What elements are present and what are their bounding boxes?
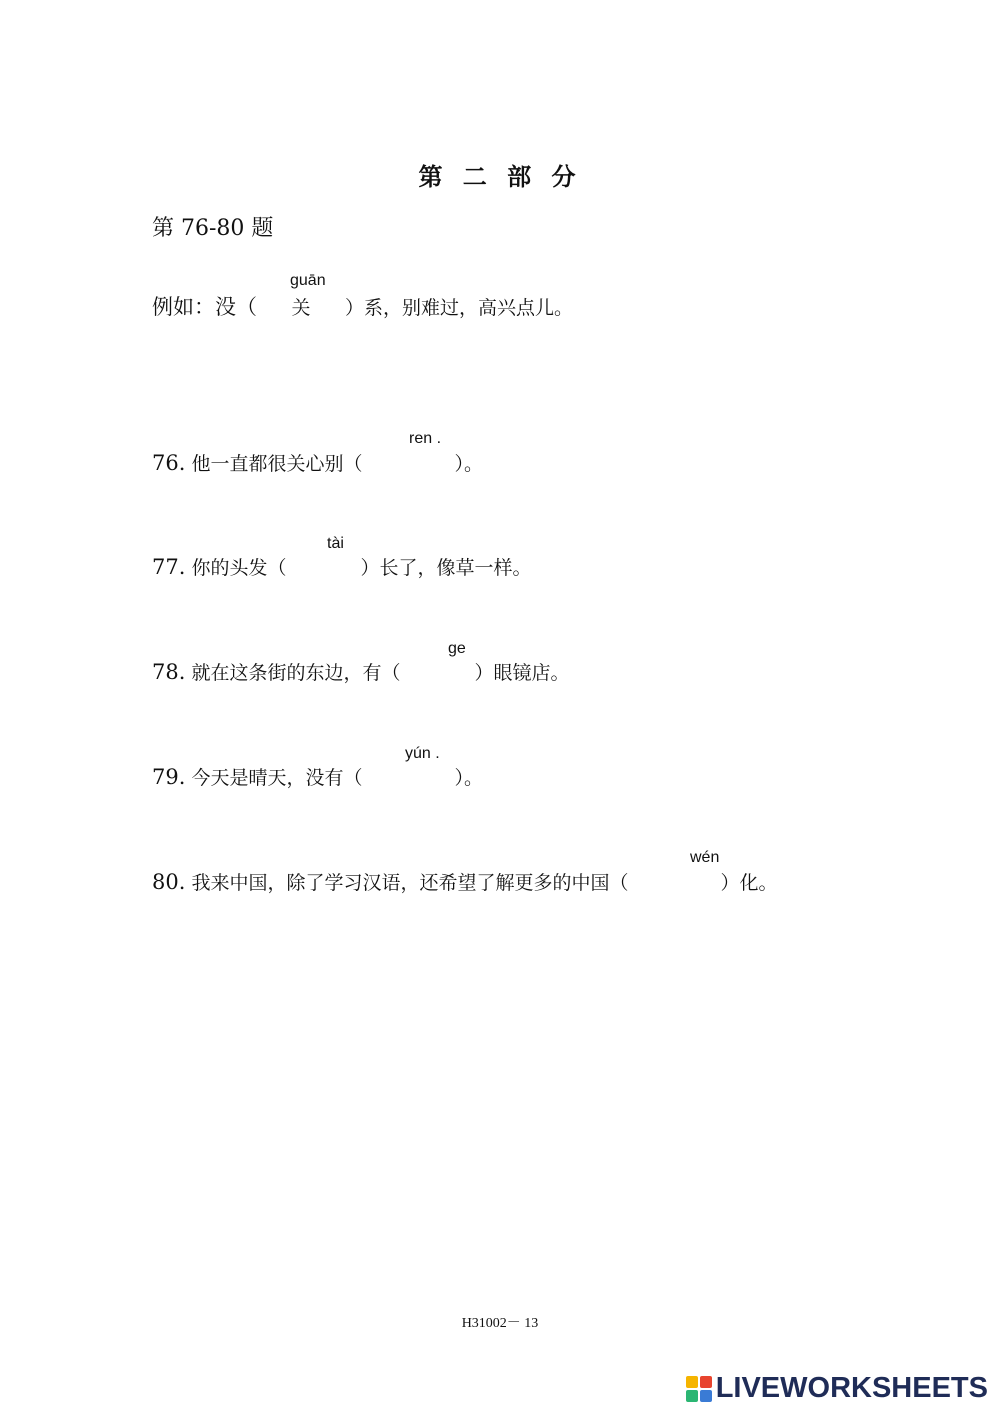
question-77 [152, 553, 531, 581]
question-78-text-before: 就在这条街的东边，有（ [191, 662, 401, 684]
logo-icon [686, 1376, 712, 1402]
page-title: 第 二 部 分 [418, 162, 582, 191]
example-prefix: 例如：没（ [152, 295, 257, 319]
question-76-text-before: 他一直都很关心别（ [191, 453, 363, 475]
question-78-answer-input[interactable] [400, 660, 474, 686]
question-78 [152, 658, 569, 686]
question-80-answer-input[interactable] [628, 870, 720, 896]
logo-square-1 [686, 1376, 698, 1388]
example-answer: 关 [291, 297, 311, 319]
question-79-pinyin: yún . [405, 745, 440, 762]
brand-name: LIVEWORKSHEETS [715, 1372, 988, 1404]
question-79-number: 79. [152, 765, 186, 789]
example-sentence [152, 291, 573, 321]
question-76-number: 76. [152, 451, 186, 475]
question-79 [152, 763, 483, 791]
logo-square-3 [686, 1390, 698, 1402]
question-80-text-before: 我来中国，除了学习汉语，还希望了解更多的中国（ [191, 872, 629, 894]
page-footer: H31002－ 13 [461, 1316, 539, 1331]
question-80-text-after: ）化。 [720, 872, 778, 894]
question-80-number: 80. [152, 870, 186, 894]
question-78-text-after: ）眼镜店。 [474, 662, 570, 684]
question-76 [152, 449, 483, 477]
question-79-text-before: 今天是晴天，没有（ [191, 767, 363, 789]
question-77-number: 77. [152, 555, 186, 579]
question-77-text-before: 你的头发（ [191, 557, 287, 579]
question-76-pinyin: ren . [409, 430, 442, 447]
example-pinyin: guān [290, 272, 326, 289]
liveworksheets-logo [686, 1372, 988, 1405]
question-77-text-after: ）长了，像草一样。 [360, 557, 532, 579]
question-77-answer-input[interactable] [286, 555, 360, 581]
question-77-pinyin: tài [327, 535, 344, 552]
question-78-number: 78. [152, 660, 186, 684]
question-76-text-after: ）。 [454, 453, 483, 475]
example-suffix: ）系，别难过，高兴点儿。 [345, 297, 574, 319]
question-78-pinyin: ge [448, 640, 466, 657]
logo-square-4 [700, 1390, 712, 1402]
logo-square-2 [700, 1376, 712, 1388]
question-80 [152, 868, 777, 896]
question-79-text-after: ）。 [454, 767, 483, 789]
question-80-pinyin: wén [690, 849, 720, 866]
section-heading: 第 76-80 题 [152, 216, 274, 241]
question-76-answer-input[interactable] [362, 451, 454, 477]
question-79-answer-input[interactable] [362, 765, 454, 791]
